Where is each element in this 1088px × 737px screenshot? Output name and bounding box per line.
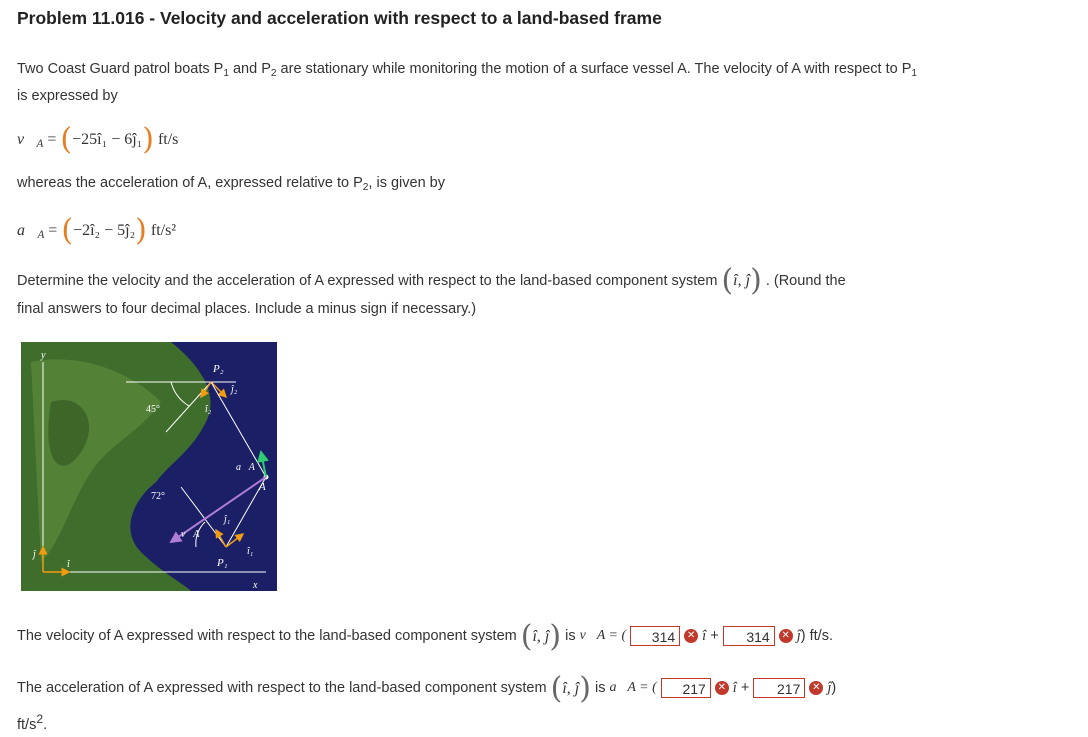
accel-suffix: )	[831, 680, 837, 696]
x-circle-icon: ✕	[809, 681, 823, 695]
acceleration-expression: −2î₂ − 5ĵ₂	[73, 222, 136, 239]
i-hat: î	[733, 272, 738, 289]
label-j: ĵ	[33, 549, 36, 560]
problem-title: Problem 11.016 - Velocity and acceleration with respect to a land-based frame	[17, 8, 662, 28]
accel-is: is	[594, 680, 606, 696]
velocity-answer-prefix: The velocity of A expressed with respect to the land-based component system	[17, 628, 517, 644]
intro-sub-3: 1	[911, 68, 917, 79]
right-paren: )	[750, 263, 762, 298]
velocity-lhs: v⃗A = (	[579, 628, 627, 643]
label-i: î	[67, 559, 70, 570]
left-paren: (	[721, 263, 734, 298]
plus-sign: +	[740, 680, 750, 696]
left-paren: (	[550, 670, 563, 706]
label-i1: î₁	[247, 546, 254, 557]
velocity-is: is	[565, 628, 576, 644]
velocity-suffix: ) ft/s.	[800, 628, 833, 644]
problem-figure	[21, 342, 277, 591]
label-aa: a⃗A	[236, 462, 255, 473]
a-symbol: a⃗	[17, 222, 38, 239]
velocity-units: ft/s	[157, 131, 179, 148]
x-circle-icon: ✕	[779, 629, 793, 643]
velocity-equation	[17, 122, 178, 157]
comma: ,	[566, 679, 571, 697]
accel-answer-prefix: The acceleration of A expressed with respect to the land-based component system	[17, 680, 547, 696]
equals-sign: =	[47, 131, 57, 148]
figure-svg	[21, 342, 277, 591]
intro-text-3: are stationary while monitoring the motion of a surface vessel A. The velocity of A with respect to P	[276, 61, 912, 77]
intro-text-4: is expressed by	[17, 88, 118, 104]
accel-j-input[interactable]: 217	[753, 678, 805, 698]
x-circle-icon: ✕	[684, 629, 698, 643]
a-sub: A	[37, 229, 45, 241]
left-paren: (	[61, 213, 74, 248]
label-y: y	[41, 350, 46, 361]
accel-units-line	[17, 708, 47, 736]
label-j2: ĵ₂	[231, 384, 238, 395]
v-sub: A	[36, 138, 44, 150]
v-symbol: v⃗	[17, 131, 37, 148]
velocity-answer-line	[17, 618, 833, 654]
label-i2: î₂	[205, 404, 212, 415]
label-p1: P₁	[217, 557, 228, 569]
plus-sign: +	[710, 628, 719, 644]
velocity-expression: −25î₁ − 6ĵ₁	[72, 131, 143, 148]
comma: ,	[737, 272, 742, 289]
acceleration-units: ft/s²	[150, 222, 177, 239]
right-paren: )	[549, 618, 562, 654]
j-hat: ĵ	[574, 679, 580, 697]
j-hat: ĵ	[796, 627, 801, 644]
label-j1: ĵ₁	[224, 514, 231, 525]
left-paren: (	[60, 122, 73, 157]
accel-units-text: ft/s	[17, 716, 37, 733]
accel-intro-sub: 2	[362, 182, 369, 193]
velocity-j-input[interactable]: 314	[723, 626, 775, 646]
component-system	[551, 671, 591, 706]
velocity-i-input[interactable]: 314	[630, 626, 680, 646]
accel-intro	[17, 172, 445, 199]
accel-units-period: .	[43, 716, 48, 733]
accel-intro-text-2: , is given by	[368, 175, 445, 191]
intro-sub-1: 1	[223, 68, 229, 79]
right-paren: )	[579, 670, 591, 706]
i-hat: î	[732, 679, 737, 696]
i-hat: î	[562, 679, 567, 697]
accel-intro-text-1: whereas the acceleration of A, expressed relative to P	[17, 175, 363, 191]
instruction-line-1	[17, 263, 977, 298]
acceleration-answer-line	[17, 670, 837, 706]
intro-text-2: and P	[228, 61, 271, 77]
instruction-text-1: Determine the velocity and the acceleration of A expressed with respect to the land-based component system	[17, 273, 718, 289]
i-hat: î	[532, 627, 537, 645]
instruction-line-2: final answers to four decimal places. Include a minus sign if necessary.)	[17, 301, 477, 317]
label-x: x	[253, 580, 258, 591]
component-system	[721, 263, 762, 298]
component-system	[521, 619, 561, 654]
accel-lhs: a⃗A = (	[609, 680, 657, 695]
right-paren: )	[142, 122, 154, 157]
label-va: v⃗A	[181, 529, 200, 540]
label-72: 72°	[151, 491, 165, 502]
x-circle-icon: ✕	[715, 681, 729, 695]
label-p2: P₂	[213, 363, 224, 375]
intro-text-1: Two Coast Guard patrol boats P	[17, 61, 224, 77]
accel-i-input[interactable]: 217	[661, 678, 711, 698]
j-hat: ĵ	[544, 627, 550, 645]
right-paren: )	[135, 213, 147, 248]
label-a: A	[259, 481, 266, 493]
j-hat: ĵ	[827, 679, 832, 696]
comma: ,	[536, 627, 541, 645]
acceleration-equation	[17, 213, 176, 248]
accel-units-sup: 2	[36, 712, 44, 726]
intro-sub-2: 2	[270, 68, 277, 79]
equals-sign: =	[48, 222, 58, 239]
left-paren: (	[520, 618, 533, 654]
j-hat: ĵ	[745, 272, 751, 289]
intro-paragraph	[17, 58, 917, 107]
instruction-text-2: . (Round the	[765, 273, 846, 289]
i-hat: î	[702, 627, 707, 644]
label-45: 45°	[146, 404, 160, 415]
